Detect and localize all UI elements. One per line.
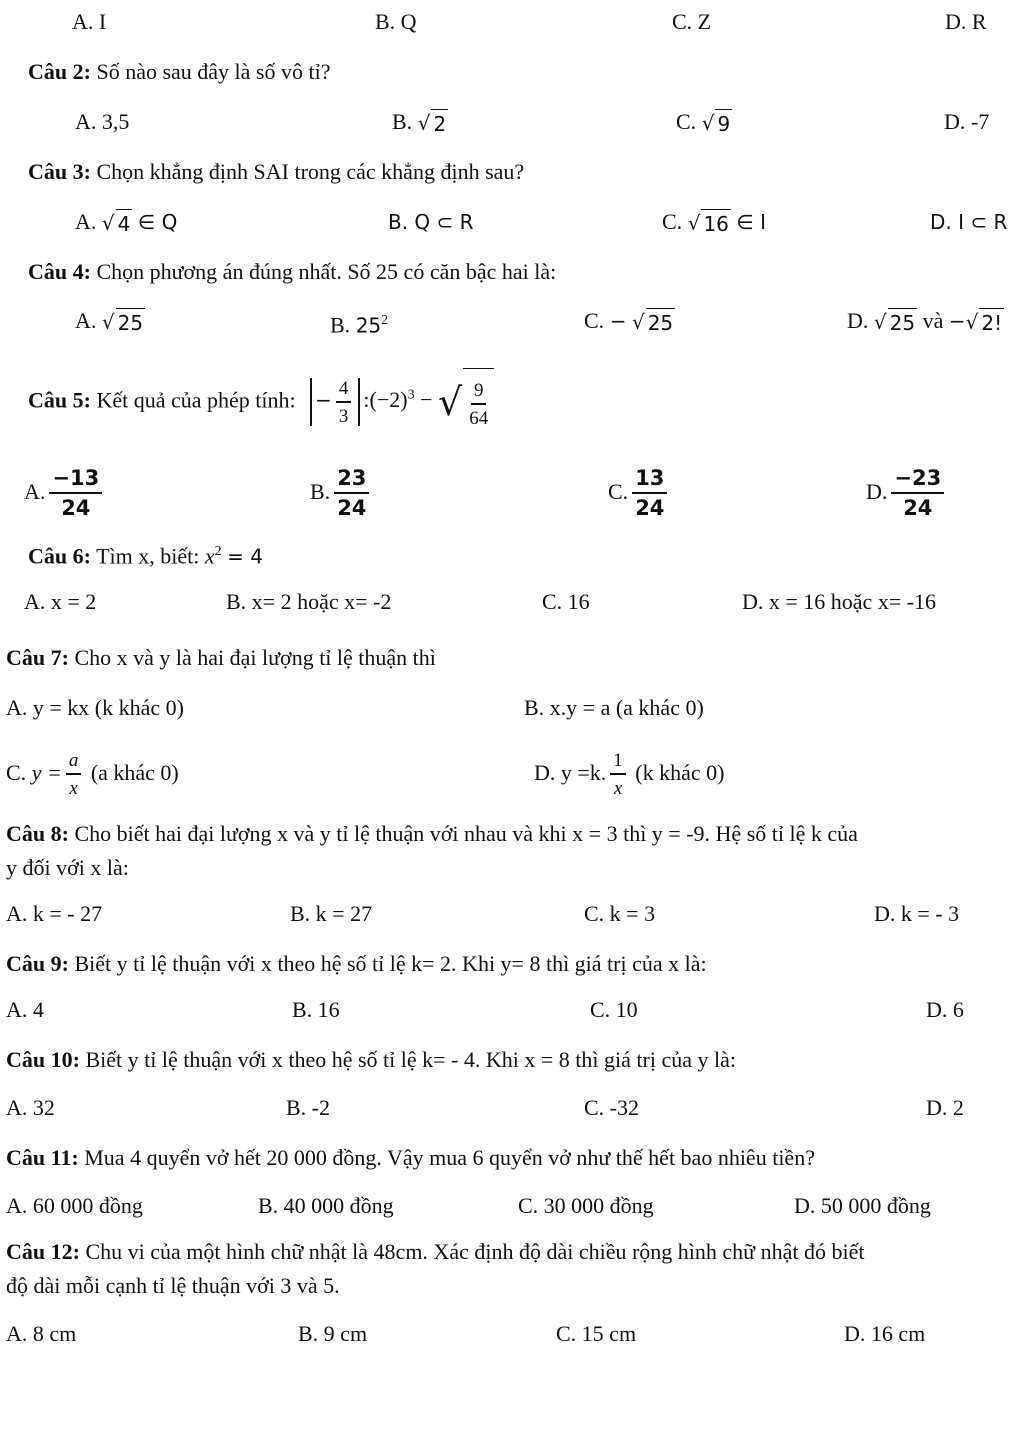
q5-stem xyxy=(28,362,494,437)
q5-expr-mid: :(−2) xyxy=(363,387,408,413)
q8-label: Câu 8: xyxy=(6,821,69,846)
q12-option-b[interactable]: B. 9 cm xyxy=(298,1321,368,1346)
q10-label: Câu 10: xyxy=(6,1047,80,1072)
q5-option-d-prefix: D. xyxy=(866,479,888,504)
q5-option-c-fraction xyxy=(632,468,667,519)
q5-expr-minus: − xyxy=(420,387,433,413)
q3-option-c-prefix: C. xyxy=(662,209,683,234)
q5-option-b-fraction xyxy=(334,468,369,519)
q11-option-b[interactable]: B. 40 000 đồng xyxy=(258,1193,394,1218)
q3-stem xyxy=(28,158,524,186)
q1-option-b[interactable]: B. Q xyxy=(375,9,417,34)
q7-option-d-num: 1 xyxy=(610,751,626,775)
q8-option-b[interactable]: B. k = 27 xyxy=(290,901,373,926)
q5-expression xyxy=(307,377,494,429)
q7-stem xyxy=(6,644,436,672)
q5-option-c-num: 13 xyxy=(632,468,667,494)
q7-option-b[interactable]: B. x.y = a (a khác 0) xyxy=(524,695,704,720)
sqrt-symbol: √ 25 xyxy=(873,310,916,336)
q10-text: Biết y tỉ lệ thuận với x theo hệ số tỉ lệ k= - 4. Khi x = 8 thì giá trị của y là: xyxy=(85,1047,736,1072)
q9-stem xyxy=(6,950,707,978)
q4-option-c-radicand: 25 xyxy=(646,308,675,337)
q5-option-d-fraction xyxy=(891,468,944,519)
q8-stem-line-1 xyxy=(6,820,858,848)
q11-text: Mua 4 quyển vở hết 20 000 đồng. Vậy mua 6 quyển vở như thế hết bao nhiêu tiền? xyxy=(84,1145,815,1170)
q12-label: Câu 12: xyxy=(6,1239,80,1264)
q7-option-c-fraction xyxy=(66,751,82,798)
q8-stem-line-2: y đối với x là: xyxy=(6,855,129,880)
q2-option-a[interactable]: A. 3,5 xyxy=(75,109,130,134)
q5-option-d-den: 24 xyxy=(903,496,933,521)
q3-option-a[interactable] xyxy=(75,208,177,238)
q11-option-c[interactable]: C. 30 000 đồng xyxy=(518,1193,654,1218)
q2-option-c[interactable] xyxy=(676,108,732,138)
q11-option-a[interactable]: A. 60 000 đồng xyxy=(6,1193,143,1218)
q1-option-d[interactable]: D. R xyxy=(945,9,987,34)
q4-option-d-prefix: D. xyxy=(847,308,869,333)
q10-option-c[interactable]: C. -32 xyxy=(584,1095,639,1120)
q7-option-c-rest: (a khác 0) xyxy=(90,760,179,785)
q2-option-b-radicand: 2 xyxy=(431,109,448,138)
q4-option-d-sign: − xyxy=(948,309,966,333)
q3-label: Câu 3: xyxy=(28,159,91,184)
q4-option-d[interactable] xyxy=(847,307,1004,337)
q3-option-c-radicand: 16 xyxy=(701,209,730,238)
q3-option-d[interactable]: D. I ⊂ R xyxy=(930,210,1008,234)
q12-stem-line-1 xyxy=(6,1238,864,1266)
q9-label: Câu 9: xyxy=(6,951,69,976)
q5-option-d[interactable] xyxy=(866,462,948,522)
q3-option-a-radicand: 4 xyxy=(116,209,133,238)
sqrt-symbol: √ 2 xyxy=(417,111,447,137)
q12-stem-line-2: độ dài mỗi cạnh tỉ lệ thuận với 3 và 5. xyxy=(6,1273,340,1298)
q2-option-c-radicand: 9 xyxy=(715,109,732,138)
q6-eq-exponent: 2 xyxy=(214,544,222,559)
q2-option-b[interactable] xyxy=(392,108,448,138)
q5-option-a-fraction xyxy=(49,468,102,519)
q5-expr-radicand-fraction xyxy=(469,381,488,428)
q5-expr-radicand-den: 64 xyxy=(469,407,489,429)
q3-option-b[interactable]: B. Q ⊂ R xyxy=(388,210,474,234)
q5-option-b-num: 23 xyxy=(334,468,369,494)
sqrt-symbol: √ 25 xyxy=(631,310,674,336)
q4-option-c[interactable] xyxy=(584,307,675,337)
q4-option-b-exponent: 2 xyxy=(381,313,389,328)
q5-option-a-den: 24 xyxy=(61,496,91,521)
q7-option-c-num: a xyxy=(66,751,82,775)
sqrt-symbol: √ 16 xyxy=(687,211,729,237)
q4-option-d-mid: và xyxy=(922,308,944,333)
q7-option-d-fraction xyxy=(610,751,626,798)
q8-option-c[interactable]: C. k = 3 xyxy=(584,901,656,926)
q3-option-c-rest: ∈ I xyxy=(736,210,767,234)
q9-option-b[interactable]: B. 16 xyxy=(292,997,340,1022)
q4-option-c-sign: − xyxy=(609,309,627,333)
q5-option-b-den: 24 xyxy=(337,496,367,521)
q12-option-c[interactable]: C. 15 cm xyxy=(556,1321,637,1346)
q6-option-a[interactable]: A. x = 2 xyxy=(24,589,97,614)
q6-eq-var: x xyxy=(204,543,215,569)
q4-option-a-radicand: 25 xyxy=(116,308,145,337)
q9-option-c[interactable]: C. 10 xyxy=(590,997,638,1022)
q5-expr-exponent: 3 xyxy=(407,388,415,403)
q7-option-c-prefix: C. xyxy=(6,760,27,785)
q12-text-line-1: Chu vi của một hình chữ nhật là 48cm. Xác định độ dài chiều rộng hình chữ nhật đó biết xyxy=(85,1239,865,1264)
q11-label: Câu 11: xyxy=(6,1145,79,1170)
q7-option-d-den: x xyxy=(613,778,623,800)
q4-option-b-prefix: B. xyxy=(330,312,351,338)
q4-option-a-prefix: A. xyxy=(75,308,97,333)
sqrt-symbol: √ 25 xyxy=(101,310,144,336)
q2-option-b-prefix: B. xyxy=(392,109,413,134)
q7-option-d-prefix: D. y =k. xyxy=(534,760,607,785)
q5-option-c[interactable] xyxy=(608,462,671,522)
q4-option-b-base: 25 xyxy=(355,313,382,338)
q5-text: Kết quả của phép tính: xyxy=(96,387,296,413)
q7-option-a[interactable]: A. y = kx (k khác 0) xyxy=(6,695,184,720)
q8-option-d[interactable]: D. k = - 3 xyxy=(874,901,960,926)
q4-text: Chọn phương án đúng nhất. Số 25 có căn bậc hai là: xyxy=(96,259,557,284)
q4-option-a[interactable] xyxy=(75,307,145,337)
sqrt-symbol: √ 2! xyxy=(965,310,1003,336)
sqrt-symbol: √ $\frac{9}{64}$ xyxy=(438,368,494,437)
q10-option-d[interactable]: D. 2 xyxy=(926,1095,964,1120)
q5-option-a-num: −13 xyxy=(49,468,102,494)
q4-option-d-radicand: 25 xyxy=(888,308,917,337)
q5-expr-numerator: 4 xyxy=(336,379,352,403)
q1-option-c[interactable]: C. Z xyxy=(672,9,712,34)
q10-option-a[interactable]: A. 32 xyxy=(6,1095,55,1120)
q11-option-d[interactable]: D. 50 000 đồng xyxy=(794,1193,931,1218)
q9-option-a[interactable]: A. 4 xyxy=(6,997,44,1022)
q6-option-c[interactable]: C. 16 xyxy=(542,589,590,614)
q6-option-b[interactable]: B. x= 2 hoặc x= -2 xyxy=(226,589,392,614)
q5-option-d-num: −23 xyxy=(891,468,944,494)
q5-label: Câu 5: xyxy=(28,387,91,413)
q3-option-a-prefix: A. xyxy=(75,209,97,234)
abs-bar-right xyxy=(358,378,360,426)
sqrt-symbol: √ 9 xyxy=(701,111,731,137)
q6-eq-rest: = 4 xyxy=(227,544,263,569)
q9-option-d[interactable]: D. 6 xyxy=(926,997,964,1022)
q6-label: Câu 6: xyxy=(28,543,91,569)
q10-stem xyxy=(6,1046,736,1074)
q2-option-c-prefix: C. xyxy=(676,109,697,134)
q11-stem xyxy=(6,1144,815,1172)
sqrt-symbol: √ 4 xyxy=(101,211,131,237)
q5-option-b-prefix: B. xyxy=(310,479,331,504)
q3-text: Chọn khẳng định SAI trong các khẳng định sau? xyxy=(96,159,525,184)
q2-text: Số nào sau đây là số vô tỉ? xyxy=(96,59,331,84)
q5-option-c-prefix: C. xyxy=(608,479,629,504)
q5-option-b[interactable] xyxy=(310,462,373,522)
q5-expr-fraction xyxy=(336,379,352,426)
q6-option-d[interactable]: D. x = 16 hoặc x= -16 xyxy=(742,589,937,614)
q9-text: Biết y tỉ lệ thuận với x theo hệ số tỉ lệ k= 2. Khi y= 8 thì giá trị của x là: xyxy=(74,951,707,976)
q7-option-c[interactable] xyxy=(6,744,179,802)
q5-option-a-prefix: A. xyxy=(24,479,46,504)
q4-stem xyxy=(28,258,556,286)
q7-label: Câu 7: xyxy=(6,645,69,670)
q6-text: Tìm x, biết: xyxy=(96,543,200,569)
q12-option-a[interactable]: A. 8 cm xyxy=(6,1321,77,1346)
q7-option-c-lhs: y = xyxy=(31,760,62,785)
q10-option-b[interactable]: B. -2 xyxy=(286,1095,330,1120)
q8-option-a[interactable]: A. k = - 27 xyxy=(6,901,103,926)
q5-expr-denominator: 3 xyxy=(338,405,349,427)
q3-option-c[interactable] xyxy=(662,208,766,238)
q5-option-a[interactable] xyxy=(24,462,106,522)
q5-option-c-den: 24 xyxy=(635,496,665,521)
q7-option-c-den: x xyxy=(69,778,78,800)
q7-text: Cho x và y là hai đại lượng tỉ lệ thuận thì xyxy=(74,645,436,670)
q12-option-d[interactable]: D. 16 cm xyxy=(844,1321,926,1346)
q6-stem xyxy=(28,538,263,570)
q8-text-line-1: Cho biết hai đại lượng x và y tỉ lệ thuận với nhau và khi x = 3 thì y = -9. Hệ số tỉ lệ k của xyxy=(74,821,858,846)
q4-option-d-radicand-2: 2! xyxy=(979,308,1004,337)
q4-option-c-prefix: C. xyxy=(584,308,605,333)
q7-option-d-rest: (k khác 0) xyxy=(635,760,725,785)
q1-option-a[interactable]: A. I xyxy=(72,9,107,34)
q4-option-b[interactable] xyxy=(330,307,388,339)
q2-stem xyxy=(28,58,330,86)
q3-option-a-rest: ∈ Q xyxy=(137,210,178,234)
q5-expr-radicand-num: 9 xyxy=(471,381,487,405)
q7-option-d[interactable] xyxy=(534,744,724,802)
q2-option-d[interactable]: D. -7 xyxy=(944,109,990,134)
q2-label: Câu 2: xyxy=(28,59,91,84)
q4-label: Câu 4: xyxy=(28,259,91,284)
q5-expr-sign: − xyxy=(315,388,332,413)
abs-bar-left xyxy=(310,378,312,426)
